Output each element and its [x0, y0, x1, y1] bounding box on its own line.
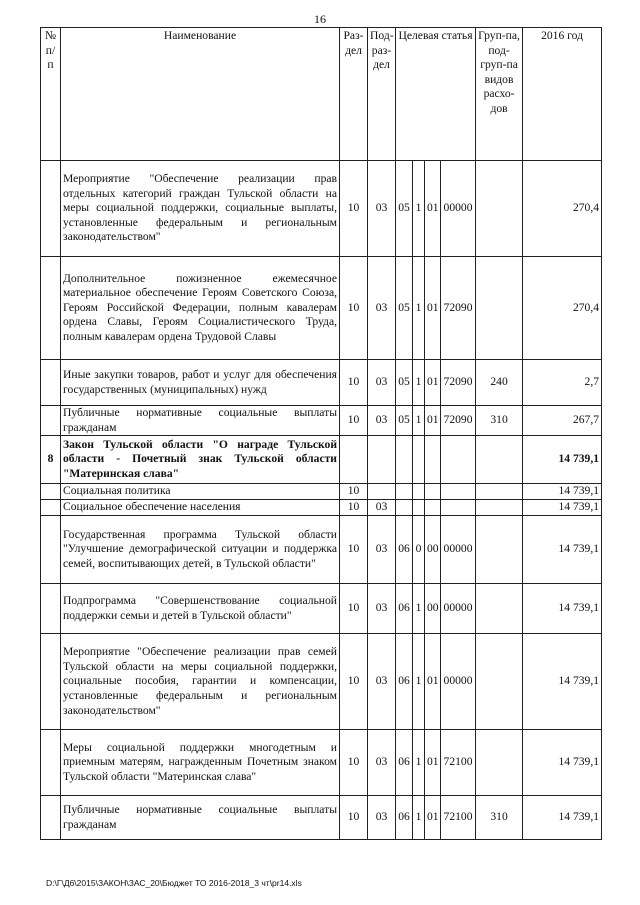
- table-row: [41, 484, 602, 500]
- row-target-program: 05: [396, 257, 413, 360]
- table-row: [41, 730, 602, 796]
- header-subsection: Под-раз-дел: [368, 28, 396, 161]
- row-subsection: [368, 484, 396, 500]
- row-name: Социальное обеспечение населения: [61, 500, 340, 516]
- row-expense-group: 310: [476, 406, 523, 436]
- row-target-direction: 72090: [441, 360, 476, 406]
- header-group: Груп-па, под-груп-па видов расхо-дов: [476, 28, 523, 161]
- table-body: [41, 161, 602, 840]
- row-amount: 2,7: [523, 360, 602, 406]
- row-amount: 270,4: [523, 161, 602, 257]
- row-target-subprogram: [413, 436, 425, 484]
- row-name: Подпрограмма "Совершенствование социальной поддержки семьи и детей в Тульской области": [61, 584, 340, 634]
- row-target-subprogram: 1: [413, 406, 425, 436]
- row-expense-group: 240: [476, 360, 523, 406]
- row-section: 10: [340, 484, 368, 500]
- row-number: [41, 796, 61, 840]
- row-target-program: 05: [396, 360, 413, 406]
- row-number: 8: [41, 436, 61, 484]
- row-amount: 267,7: [523, 406, 602, 436]
- row-number: [41, 257, 61, 360]
- header-target: Целевая статья: [396, 28, 476, 161]
- row-number: [41, 500, 61, 516]
- header-year: 2016 год: [523, 28, 602, 161]
- row-target-direction: 00000: [441, 161, 476, 257]
- row-number: [41, 161, 61, 257]
- row-target-subprogram: 1: [413, 796, 425, 840]
- row-subsection: 03: [368, 161, 396, 257]
- row-target-program: [396, 484, 413, 500]
- row-section: 10: [340, 796, 368, 840]
- row-target-direction: 72100: [441, 796, 476, 840]
- file-path-footer: D:\Г\Д6\2015\ЗАКОН\ЗАС_20\Бюджет ТО 2016-2018_3 чт\pr14.xls: [46, 878, 302, 888]
- row-number: [41, 584, 61, 634]
- row-target-event: 01: [425, 161, 441, 257]
- row-target-event: 00: [425, 584, 441, 634]
- table-row: [41, 516, 602, 584]
- table-row: [41, 584, 602, 634]
- row-subsection: 03: [368, 796, 396, 840]
- row-subsection: 03: [368, 634, 396, 730]
- row-target-event: 00: [425, 516, 441, 584]
- row-subsection: 03: [368, 584, 396, 634]
- row-expense-group: 310: [476, 796, 523, 840]
- row-section: 10: [340, 360, 368, 406]
- row-number: [41, 406, 61, 436]
- row-amount: 270,4: [523, 257, 602, 360]
- row-subsection: 03: [368, 500, 396, 516]
- row-target-direction: [441, 484, 476, 500]
- row-target-event: 01: [425, 360, 441, 406]
- row-name: Дополнительное пожизненное ежемесячное материальное обеспечение Героям Советского Союза, Героям Российской Федерации, полным кавалерам ордена Славы, Героям Социалистического Труда, полным кавалерам ордена Трудовой Славы: [61, 257, 340, 360]
- row-target-direction: [441, 436, 476, 484]
- table-row: [41, 161, 602, 257]
- row-expense-group: [476, 436, 523, 484]
- row-name: Государственная программа Тульской области "Улучшение демографической ситуации и поддержка семей, воспитывающих детей, в Тульской области": [61, 516, 340, 584]
- row-target-direction: [441, 500, 476, 516]
- row-expense-group: [476, 584, 523, 634]
- row-expense-group: [476, 484, 523, 500]
- row-target-program: 06: [396, 516, 413, 584]
- table-header-row: [41, 28, 602, 161]
- row-number: [41, 360, 61, 406]
- row-target-program: 05: [396, 406, 413, 436]
- row-target-subprogram: [413, 500, 425, 516]
- row-target-event: 01: [425, 730, 441, 796]
- row-name: Меры социальной поддержки многодетным и приемным матерям, награжденным Почетным знаком Тульской области "Материнская слава": [61, 730, 340, 796]
- row-name: Публичные нормативные социальные выплаты гражданам: [61, 796, 340, 840]
- row-section: 10: [340, 161, 368, 257]
- row-subsection: 03: [368, 257, 396, 360]
- row-section: 10: [340, 516, 368, 584]
- row-section: 10: [340, 584, 368, 634]
- row-target-direction: 72090: [441, 257, 476, 360]
- row-amount: 14 739,1: [523, 634, 602, 730]
- row-target-event: 01: [425, 634, 441, 730]
- row-section: 10: [340, 406, 368, 436]
- row-amount: 14 739,1: [523, 436, 602, 484]
- row-name: Социальная политика: [61, 484, 340, 500]
- header-section: Раз-дел: [340, 28, 368, 161]
- row-amount: 14 739,1: [523, 584, 602, 634]
- row-target-event: [425, 436, 441, 484]
- page-number: 16: [314, 12, 326, 26]
- row-section: 10: [340, 730, 368, 796]
- row-target-subprogram: 1: [413, 730, 425, 796]
- row-name: Мероприятие "Обеспечение реализации прав семей Тульской области на меры социальной поддержки, социальные пособия, гарантии и компенсации, установленные федеральным и региональным законодательством": [61, 634, 340, 730]
- row-target-program: 06: [396, 634, 413, 730]
- row-target-subprogram: 1: [413, 161, 425, 257]
- row-name: Мероприятие "Обеспечение реализации прав отдельных категорий граждан Тульской области на меры социальной поддержки, социальные выплаты, установленные федеральным и региональным законодательством": [61, 161, 340, 257]
- row-target-event: 01: [425, 257, 441, 360]
- row-expense-group: [476, 730, 523, 796]
- row-target-subprogram: 0: [413, 516, 425, 584]
- table-row: [41, 436, 602, 484]
- table-row: [41, 500, 602, 516]
- row-target-direction: 72100: [441, 730, 476, 796]
- row-target-subprogram: [413, 484, 425, 500]
- row-number: [41, 730, 61, 796]
- header-num: № п/п: [41, 28, 61, 161]
- row-target-direction: 72090: [441, 406, 476, 436]
- row-expense-group: [476, 634, 523, 730]
- row-name: Публичные нормативные социальные выплаты гражданам: [61, 406, 340, 436]
- row-expense-group: [476, 161, 523, 257]
- row-target-subprogram: 1: [413, 584, 425, 634]
- row-subsection: 03: [368, 360, 396, 406]
- budget-table: [40, 27, 602, 840]
- row-target-subprogram: 1: [413, 257, 425, 360]
- row-subsection: 03: [368, 730, 396, 796]
- row-expense-group: [476, 257, 523, 360]
- table-row: [41, 634, 602, 730]
- row-number: [41, 516, 61, 584]
- table-row: [41, 257, 602, 360]
- row-target-program: [396, 436, 413, 484]
- row-expense-group: [476, 500, 523, 516]
- row-target-program: 06: [396, 796, 413, 840]
- header-name: Наименование: [61, 28, 340, 161]
- table-row: [41, 360, 602, 406]
- row-target-subprogram: 1: [413, 634, 425, 730]
- row-section: 10: [340, 257, 368, 360]
- row-target-program: 06: [396, 584, 413, 634]
- row-target-program: [396, 500, 413, 516]
- row-target-event: 01: [425, 406, 441, 436]
- row-name: Закон Тульской области "О награде Тульской области - Почетный знак Тульской области "Материнская слава": [61, 436, 340, 484]
- table-row: [41, 406, 602, 436]
- row-amount: 14 739,1: [523, 484, 602, 500]
- row-target-subprogram: 1: [413, 360, 425, 406]
- row-number: [41, 484, 61, 500]
- row-number: [41, 634, 61, 730]
- table-row: [41, 796, 602, 840]
- row-target-event: [425, 484, 441, 500]
- row-subsection: [368, 436, 396, 484]
- row-subsection: 03: [368, 406, 396, 436]
- row-target-event: 01: [425, 796, 441, 840]
- row-target-direction: 00000: [441, 634, 476, 730]
- row-target-direction: 00000: [441, 584, 476, 634]
- row-amount: 14 739,1: [523, 730, 602, 796]
- row-subsection: 03: [368, 516, 396, 584]
- row-amount: 14 739,1: [523, 796, 602, 840]
- row-section: 10: [340, 500, 368, 516]
- row-target-direction: 00000: [441, 516, 476, 584]
- row-section: 10: [340, 634, 368, 730]
- row-amount: 14 739,1: [523, 516, 602, 584]
- row-expense-group: [476, 516, 523, 584]
- row-target-program: 06: [396, 730, 413, 796]
- row-amount: 14 739,1: [523, 500, 602, 516]
- row-target-event: [425, 500, 441, 516]
- row-name: Иные закупки товаров, работ и услуг для обеспечения государственных (муниципальных) нужд: [61, 360, 340, 406]
- row-target-program: 05: [396, 161, 413, 257]
- row-section: [340, 436, 368, 484]
